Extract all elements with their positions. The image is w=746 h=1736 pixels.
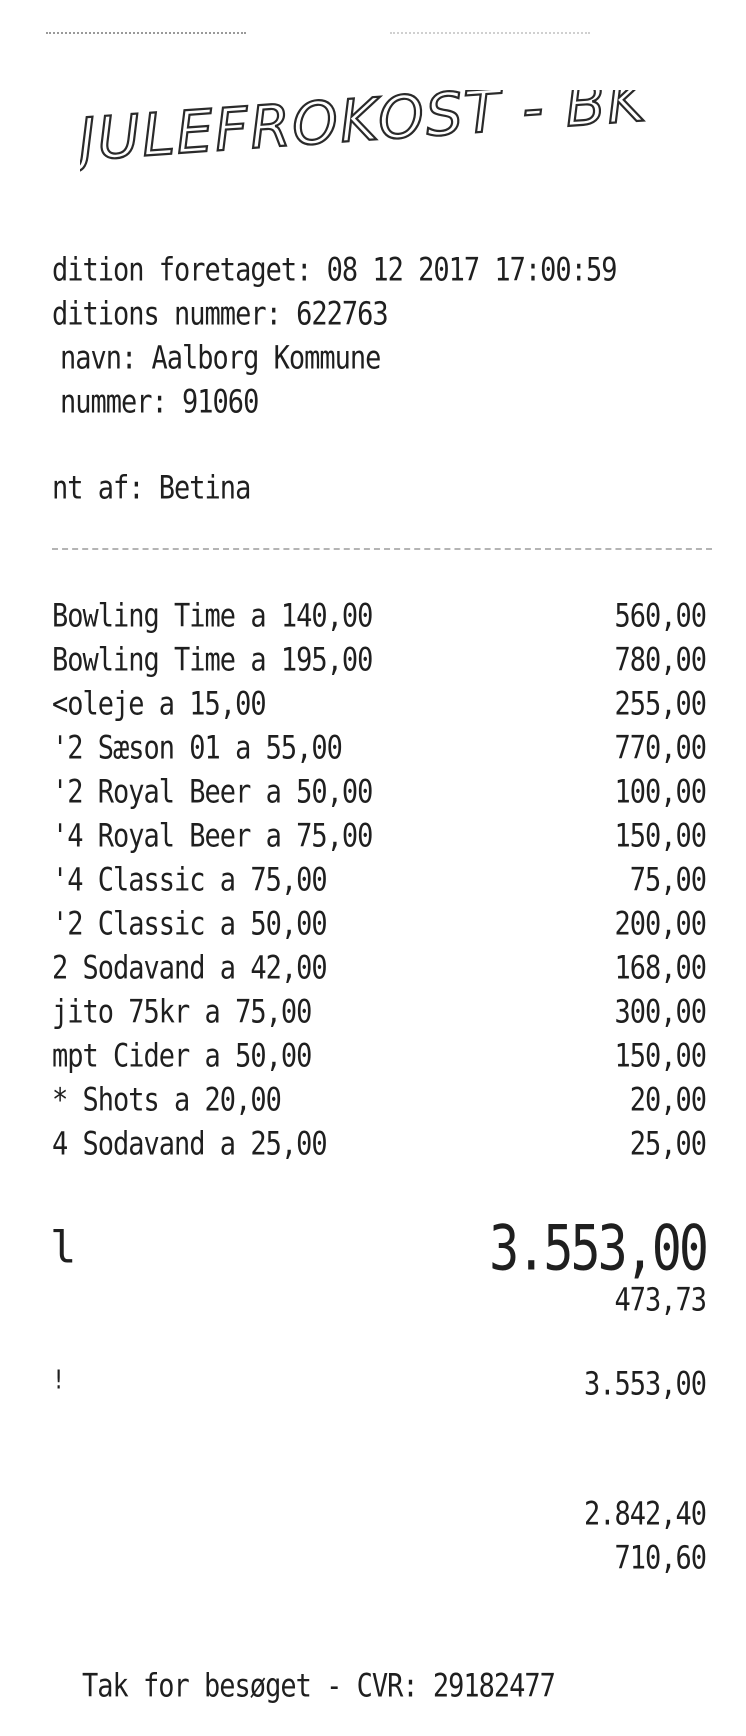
item-amount: 300,00 (614, 994, 706, 1031)
item-description: '2 Sæson 01 a 55,00 (52, 730, 342, 767)
item-description: '2 Classic a 50,00 (52, 906, 327, 943)
item-description: Bowling Time a 195,00 (52, 642, 373, 679)
item-description: Bowling Time a 140,00 (52, 598, 373, 635)
separator-line (52, 548, 712, 550)
item-amount: 780,00 (614, 642, 706, 679)
item-description: '4 Classic a 75,00 (52, 862, 327, 899)
item-description: 4 Sodavand a 25,00 (52, 1126, 327, 1163)
handwritten-text: JULEFROKOST - BK (80, 90, 650, 174)
item-amount: 560,00 (614, 598, 706, 635)
amount-a: 2.842,40 (583, 1496, 706, 1533)
item-amount: 168,00 (614, 950, 706, 987)
item-amount: 150,00 (614, 818, 706, 855)
item-amount: 100,00 (614, 774, 706, 811)
item-description: '4 Royal Beer a 75,00 (52, 818, 373, 855)
transaction-number: ditions nummer: 622763 (52, 296, 388, 333)
item-description: <oleje a 15,00 (52, 686, 266, 723)
paid-amount: 3.553,00 (583, 1366, 706, 1403)
transaction-time: dition foretaget: 08 12 2017 17:00:59 (52, 252, 617, 289)
item-description: jito 75kr a 75,00 (52, 994, 312, 1031)
item-description: mpt Cider a 50,00 (52, 1038, 312, 1075)
vat-amount: 473,73 (614, 1282, 706, 1319)
served-by: nt af: Betina (52, 470, 251, 507)
footer-text: Tak for besøget - CVR: 29182477 (82, 1668, 555, 1705)
item-amount: 200,00 (614, 906, 706, 943)
item-amount: 25,00 (629, 1126, 706, 1163)
item-amount: 75,00 (629, 862, 706, 899)
total-marker: l (50, 1222, 77, 1273)
item-amount: 150,00 (614, 1038, 706, 1075)
amount-b: 710,60 (614, 1540, 706, 1577)
customer-name: navn: Aalborg Kommune (60, 340, 381, 377)
item-description: 2 Sodavand a 42,00 (52, 950, 327, 987)
item-amount: 255,00 (614, 686, 706, 723)
item-amount: 20,00 (629, 1082, 706, 1119)
item-description: '2 Royal Beer a 50,00 (52, 774, 373, 811)
customer-number: nummer: 91060 (60, 384, 259, 421)
item-description: * Shots a 20,00 (52, 1082, 281, 1119)
printer-noise-top (390, 32, 590, 36)
handwritten-note (80, 90, 700, 230)
paid-marker: ! (52, 1366, 65, 1396)
total-amount: 3.553,00 (489, 1212, 706, 1285)
printer-noise-top (46, 32, 246, 36)
item-amount: 770,00 (614, 730, 706, 767)
